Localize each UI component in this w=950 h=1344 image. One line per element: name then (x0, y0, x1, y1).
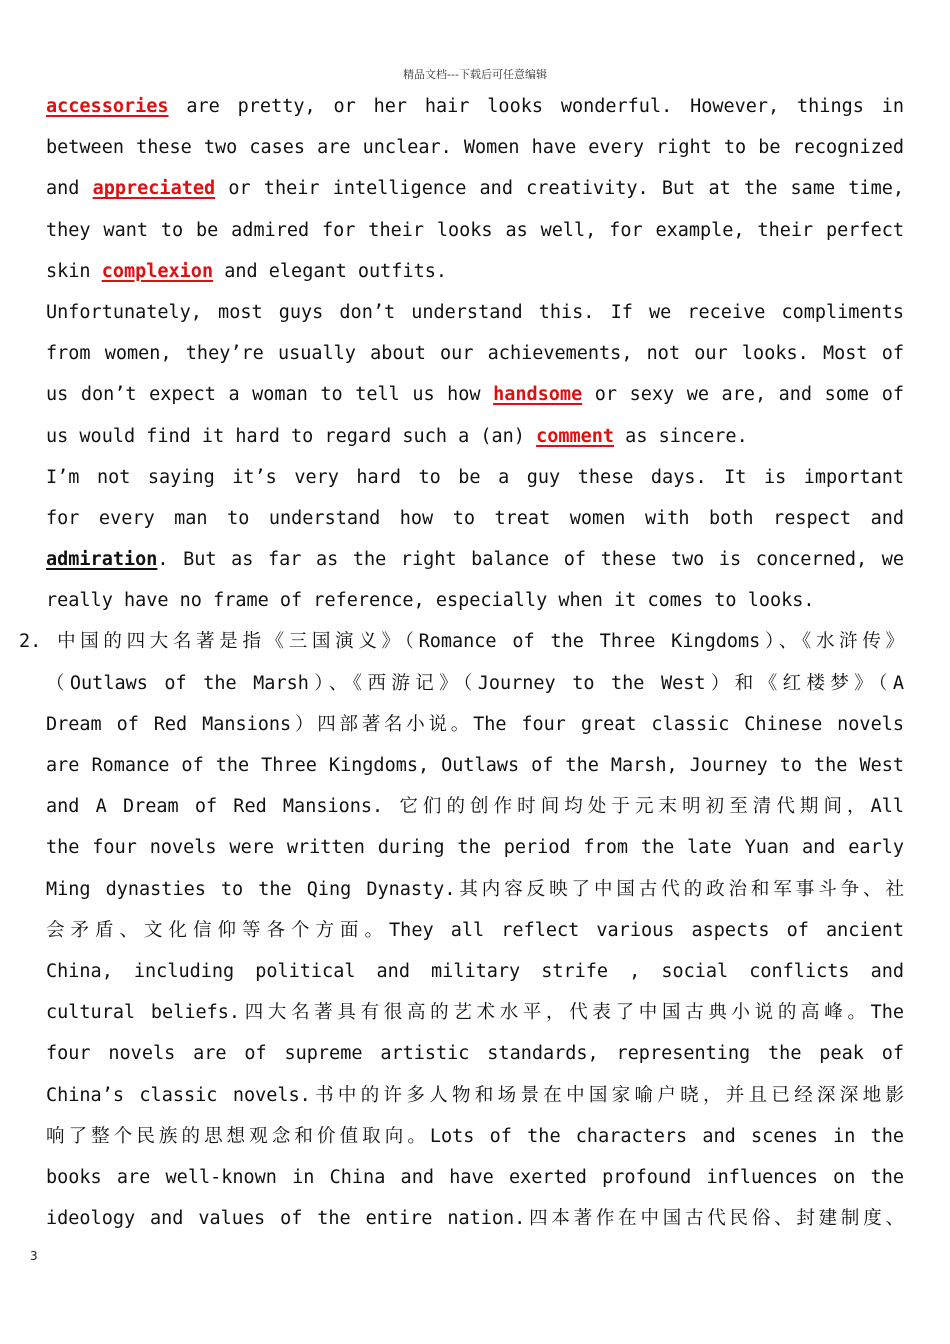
text-line-4: they want to be admired for their looks as well, for example, their perfect (46, 219, 904, 241)
text-line-18: and A Dream of Red Mansions. 它们的创作时间均处于元末明初至清代期间，All (46, 796, 904, 818)
text-line-5: skin complexion and elegant outfits. (46, 260, 447, 282)
text-line-11: for every man to understand how to treat women with both respect and (46, 507, 904, 529)
text-line-1: accessories are pretty, or her hair looks wonderful. However, things in (46, 96, 904, 117)
text-line-15: （Outlaws of the Marsh）、《西游记》（Journey to the West）和《红楼梦》（A (46, 672, 904, 694)
keyword-complexion: complexion (101, 260, 214, 282)
text-line-21: 会矛盾、文化信仰等各个方面。They all reflect various aspects of ancient (46, 919, 904, 941)
page-number: 3 (30, 1249, 38, 1263)
text-line-22: China, including political and military strife , social conflicts and (46, 960, 904, 982)
keyword-accessories: accessories (46, 96, 169, 117)
text-line-16: Dream of Red Mansions）四部著名小说。The four great classic Chinese novels (46, 713, 904, 735)
text-line-7: from women, they’re usually about our achievements, not our looks. Most of (46, 343, 904, 365)
keyword-admiration: admiration (46, 549, 158, 571)
keyword-appreciated: appreciated (92, 178, 216, 200)
text-line-8: us don’t expect a woman to tell us how handsome or sexy we are, and some of (46, 384, 904, 406)
text-line-10: I’m not saying it’s very hard to be a guy these days. It is important (46, 466, 904, 488)
text-line-12: admiration. But as far as the right balance of these two is concerned, we (46, 549, 904, 571)
text-line-6: Unfortunately, most guys don’t understand this. If we receive compliments (46, 301, 904, 323)
page-header: 精品文档---下载后可任意编辑 (403, 68, 547, 81)
text-line-3: and appreciated or their intelligence and creativity. But at the same time, (46, 178, 904, 200)
text-line-25: China’s classic novels.书中的许多人物和场景在中国家喻户晓，并且已经深深地影 (46, 1084, 904, 1106)
text-line-23: cultural beliefs.四大名著具有很高的艺术水平，代表了中国古典小说的高峰。The (46, 1002, 904, 1024)
text-line-2: between these two cases are unclear. Women have every right to be recognized (46, 137, 904, 159)
text-line-28: ideology and values of the entire nation.四本著作在中国古代民俗、封建制度、 (46, 1208, 904, 1230)
text-line-24: four novels are of supreme artistic standards, representing the peak of (46, 1043, 904, 1065)
document-body (19, 86, 904, 1239)
text-line-26: 响了整个民族的思想观念和价值取向。Lots of the characters and scenes in the (46, 1125, 904, 1147)
text-line-20: Ming dynasties to the Qing Dynasty.其内容反映了中国古代的政治和军事斗争、社 (46, 878, 904, 900)
keyword-handsome: handsome (493, 384, 583, 406)
text-line-17: are Romance of the Three Kingdoms, Outlaws of the Marsh, Journey to the West (46, 755, 904, 776)
text-line-27: books are well-known in China and have exerted profound influences on the (46, 1166, 904, 1188)
keyword-comment: comment (536, 425, 615, 447)
text-line-14: 2. 中国的四大名著是指《三国演义》（Romance of the Three Kingdoms）、《水浒传》 (19, 631, 904, 653)
text-line-19: the four novels were written during the period from the late Yuan and early (46, 837, 904, 859)
text-line-13: really have no frame of reference, especially when it comes to looks. (46, 590, 815, 612)
text-line-9: us would find it hard to regard such a (an) comment as sincere. (46, 425, 748, 447)
